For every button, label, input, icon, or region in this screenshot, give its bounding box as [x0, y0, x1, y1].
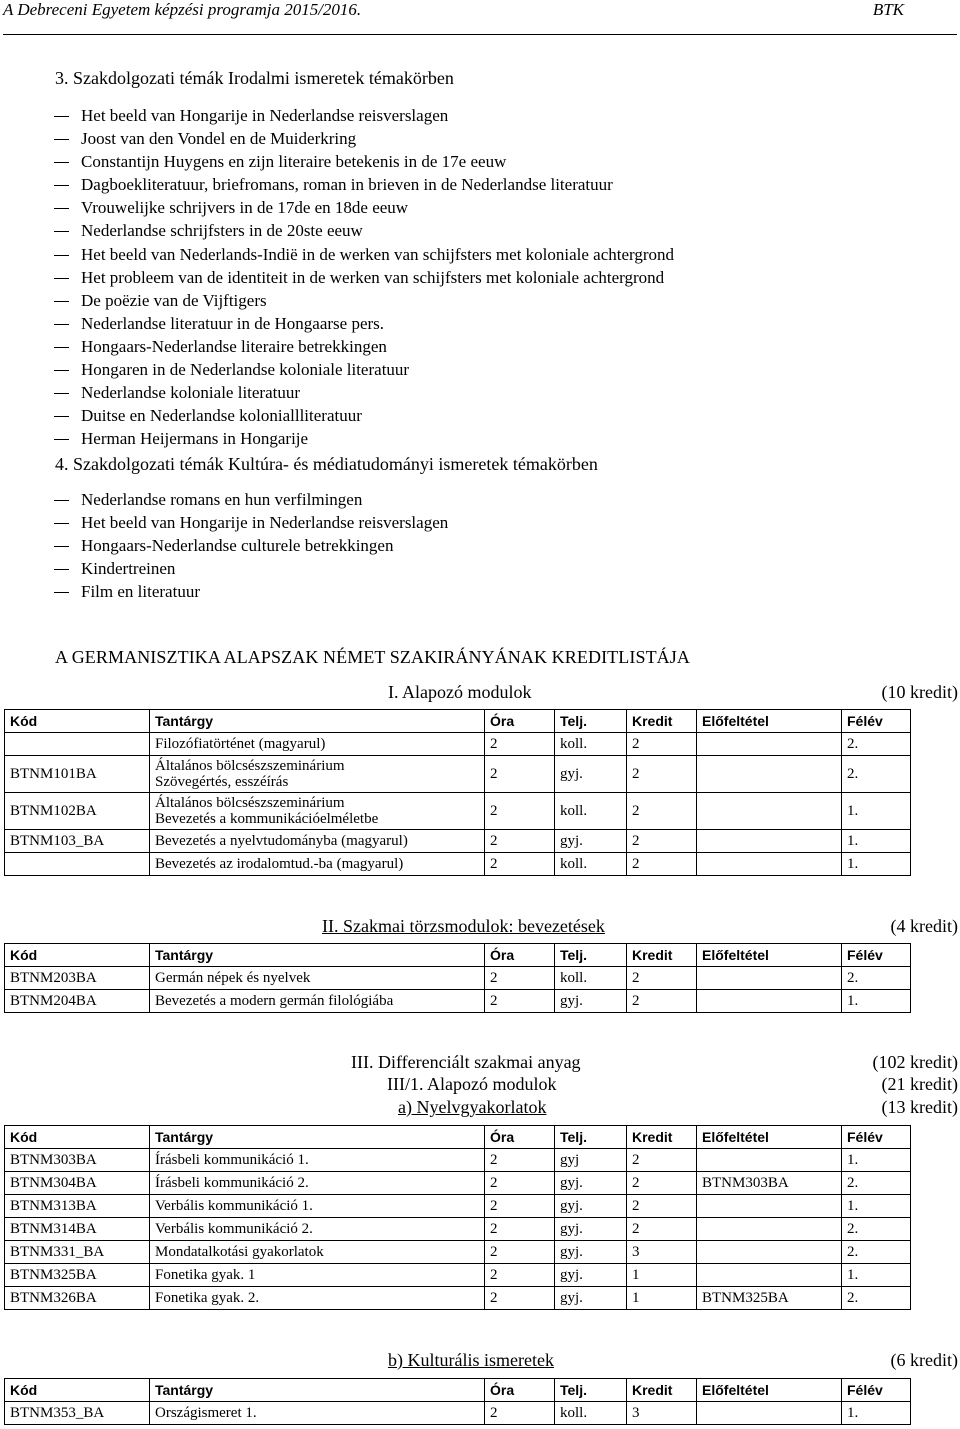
tantargy-line: Bevezetés a kommunikációelméletbe: [155, 811, 379, 827]
col-kredit: 2: [627, 853, 697, 876]
col-kredit: 3: [627, 1402, 697, 1425]
col-elofeltetel: [697, 1264, 842, 1287]
list-item: Joost van den Vondel en de Muiderkring: [45, 127, 674, 150]
col-kod: BTNM103_BA: [5, 830, 150, 853]
list-item: Nederlandse schrijfsters in de 20ste eeuw: [45, 219, 674, 242]
col-tantargy: Írásbeli kommunikáció 1.: [150, 1149, 485, 1172]
col-kredit: 2: [627, 967, 697, 990]
header-col-elofeltetel: Előfeltétel: [697, 710, 842, 733]
col-ora: 2: [485, 793, 555, 830]
col-kod: BTNM353_BA: [5, 1402, 150, 1425]
header-col-kredit: Kredit: [627, 1126, 697, 1149]
table-header-row: [5, 944, 911, 967]
list-item: Hongaars-Nederlandse culturele betrekkingen: [45, 534, 448, 557]
col-telj: gyj.: [555, 1172, 627, 1195]
header-col-tantargy: Tantárgy: [150, 710, 485, 733]
module3-title-1: III. Differenciált szakmai anyag: [351, 1052, 581, 1072]
table-row: [5, 1149, 911, 1172]
module3-table: [4, 1125, 911, 1310]
header-col-ora: Óra: [485, 1126, 555, 1149]
col-tantargy: Germán népek és nyelvek: [150, 967, 485, 990]
tantargy-line: Szövegértés, esszéírás: [155, 774, 289, 790]
col-elofeltetel: [697, 1241, 842, 1264]
header-col-kod: Kód: [5, 710, 150, 733]
col-kredit: 3: [627, 1241, 697, 1264]
col-felev: 1.: [842, 793, 911, 830]
col-elofeltetel: [697, 990, 842, 1013]
col-felev: 1.: [842, 1195, 911, 1218]
module3-kredit-2: (21 kredit): [881, 1074, 958, 1094]
kreditlista-heading: A GERMANISZTIKA ALAPSZAK NÉMET SZAKIRÁNYÁNAK KREDITLISTÁJA: [55, 647, 690, 667]
header-col-telj: Telj.: [555, 710, 627, 733]
col-tantargy: Verbális kommunikáció 1.: [150, 1195, 485, 1218]
header-col-kod: Kód: [5, 1379, 150, 1402]
col-telj: gyj.: [555, 756, 627, 793]
col-telj: koll.: [555, 733, 627, 756]
table-row: [5, 1195, 911, 1218]
col-elofeltetel: [697, 967, 842, 990]
list-item: Nederlandse literatuur in de Hongaarse pers.: [45, 312, 674, 335]
list-item: Het beeld van Nederlands-Indië in de werken van schijfsters met koloniale achtergrond: [45, 243, 674, 266]
col-kod: [5, 853, 150, 876]
header-col-telj: Telj.: [555, 1126, 627, 1149]
col-tantargy: Bevezetés az irodalomtud.-ba (magyarul): [150, 853, 485, 876]
col-felev: 2.: [842, 1241, 911, 1264]
col-elofeltetel: [697, 756, 842, 793]
header-col-elofeltetel: Előfeltétel: [697, 1379, 842, 1402]
header-col-tantargy: Tantárgy: [150, 1379, 485, 1402]
col-ora: 2: [485, 756, 555, 793]
tantargy-line: Általános bölcsészszeminárium: [155, 758, 345, 774]
col-telj: koll.: [555, 1402, 627, 1425]
table-row: [5, 793, 911, 830]
col-telj: gyj.: [555, 830, 627, 853]
col-ora: 2: [485, 830, 555, 853]
header-col-felev: Félév: [842, 710, 911, 733]
table-row: [5, 1172, 911, 1195]
list-item: Herman Heijermans in Hongarije: [45, 427, 674, 450]
list-item: Nederlandse romans en hun verfilmingen: [45, 488, 448, 511]
col-tantargy: Bevezetés a nyelvtudományba (magyarul): [150, 830, 485, 853]
col-tantargy: Mondatalkotási gyakorlatok: [150, 1241, 485, 1264]
module1-kredit: (10 kredit): [881, 682, 958, 702]
col-telj: gyj.: [555, 1287, 627, 1310]
table-header-row: [5, 710, 911, 733]
table-row: [5, 853, 911, 876]
page-header: [0, 0, 960, 36]
list-item: Kindertreinen: [45, 557, 448, 580]
col-kod: BTNM303BA: [5, 1149, 150, 1172]
col-ora: 2: [485, 967, 555, 990]
col-elofeltetel: [697, 1218, 842, 1241]
col-kredit: 2: [627, 1149, 697, 1172]
header-col-elofeltetel: Előfeltétel: [697, 944, 842, 967]
table-row: [5, 967, 911, 990]
col-felev: 1.: [842, 1402, 911, 1425]
col-kod: BTNM325BA: [5, 1264, 150, 1287]
col-telj: gyj.: [555, 1218, 627, 1241]
header-right: BTK: [872, 0, 904, 19]
col-kredit: 2: [627, 793, 697, 830]
module3-kredit-1: (102 kredit): [872, 1052, 958, 1072]
col-kod: BTNM101BA: [5, 756, 150, 793]
list-item: Nederlandse koloniale literatuur: [45, 381, 674, 404]
list-item: Dagboekliteratuur, briefromans, roman in brieven in de Nederlandse literatuur: [45, 173, 674, 196]
table-row: [5, 830, 911, 853]
col-ora: 2: [485, 1149, 555, 1172]
col-kredit: 2: [627, 830, 697, 853]
col-elofeltetel: BTNM303BA: [697, 1172, 842, 1195]
list-item: Constantijn Huygens en zijn literaire betekenis in de 17e eeuw: [45, 150, 674, 173]
col-tantargy: [150, 756, 485, 793]
col-telj: koll.: [555, 853, 627, 876]
col-kod: BTNM304BA: [5, 1172, 150, 1195]
module2-title: II. Szakmai törzsmodulok: bevezetések: [322, 916, 605, 936]
col-kod: BTNM331_BA: [5, 1241, 150, 1264]
col-ora: 2: [485, 1195, 555, 1218]
section3-list: [45, 104, 674, 450]
header-col-kredit: Kredit: [627, 1379, 697, 1402]
table-header-row: [5, 1379, 911, 1402]
col-kredit: 2: [627, 733, 697, 756]
col-felev: 1.: [842, 1149, 911, 1172]
header-rule: [3, 34, 957, 35]
col-telj: gyj.: [555, 1241, 627, 1264]
col-ora: 2: [485, 1218, 555, 1241]
module3-title-2: III/1. Alapozó modulok: [387, 1074, 557, 1094]
section3-title: 3. Szakdolgozati témák Irodalmi ismeretek témakörben: [55, 68, 454, 88]
col-ora: 2: [485, 990, 555, 1013]
list-item: Vrouwelijke schrijvers in de 17de en 18de eeuw: [45, 196, 674, 219]
list-item: Film en literatuur: [45, 580, 448, 603]
module2-table: [4, 943, 911, 1013]
col-telj: gyj.: [555, 1195, 627, 1218]
header-col-ora: Óra: [485, 710, 555, 733]
header-col-telj: Telj.: [555, 1379, 627, 1402]
header-col-tantargy: Tantárgy: [150, 944, 485, 967]
col-elofeltetel: [697, 1149, 842, 1172]
col-tantargy: Bevezetés a modern germán filológiába: [150, 990, 485, 1013]
module1-title: I. Alapozó modulok: [388, 682, 532, 702]
col-kod: BTNM203BA: [5, 967, 150, 990]
table-row: [5, 1241, 911, 1264]
list-item: Hongaars-Nederlandse literaire betrekkingen: [45, 335, 674, 358]
col-kod: BTNM204BA: [5, 990, 150, 1013]
table-row: [5, 1264, 911, 1287]
col-ora: 2: [485, 1241, 555, 1264]
col-kod: BTNM326BA: [5, 1287, 150, 1310]
table-row: [5, 1287, 911, 1310]
col-felev: 1.: [842, 830, 911, 853]
col-ora: 2: [485, 853, 555, 876]
list-item: Het probleem van de identiteit in de werken van schijfsters met koloniale achtergrond: [45, 266, 674, 289]
col-tantargy: Verbális kommunikáció 2.: [150, 1218, 485, 1241]
col-felev: 2.: [842, 756, 911, 793]
section4-title: 4. Szakdolgozati témák Kultúra- és médiatudományi ismeretek témakörben: [55, 454, 598, 474]
col-kredit: 2: [627, 1218, 697, 1241]
col-kredit: 2: [627, 756, 697, 793]
col-felev: 1.: [842, 1264, 911, 1287]
col-kod: BTNM102BA: [5, 793, 150, 830]
col-elofeltetel: [697, 1402, 842, 1425]
col-kredit: 1: [627, 1264, 697, 1287]
header-col-ora: Óra: [485, 944, 555, 967]
col-kod: [5, 733, 150, 756]
module1-table: [4, 709, 911, 876]
tantargy-line: Általános bölcsészszeminárium: [155, 795, 345, 811]
col-telj: gyj.: [555, 990, 627, 1013]
col-felev: 1.: [842, 990, 911, 1013]
col-felev: 1.: [842, 853, 911, 876]
list-item: Het beeld van Hongarije in Nederlandse reisverslagen: [45, 511, 448, 534]
list-item: Hongaren in de Nederlandse koloniale literatuur: [45, 358, 674, 381]
header-col-kod: Kód: [5, 1126, 150, 1149]
header-col-kredit: Kredit: [627, 710, 697, 733]
table-row: [5, 756, 911, 793]
table-row: [5, 1218, 911, 1241]
col-ora: 2: [485, 1264, 555, 1287]
module3-title-3: a) Nyelvgyakorlatok: [398, 1097, 547, 1117]
col-felev: 2.: [842, 967, 911, 990]
col-felev: 2.: [842, 733, 911, 756]
table-header-row: [5, 1126, 911, 1149]
col-tantargy: Írásbeli kommunikáció 2.: [150, 1172, 485, 1195]
col-kredit: 2: [627, 1172, 697, 1195]
col-telj: gyj.: [555, 1264, 627, 1287]
col-tantargy: [150, 793, 485, 830]
col-tantargy: Filozófiatörténet (magyarul): [150, 733, 485, 756]
col-tantargy: Fonetika gyak. 2.: [150, 1287, 485, 1310]
col-telj: gyj: [555, 1149, 627, 1172]
col-telj: koll.: [555, 967, 627, 990]
header-col-elofeltetel: Előfeltétel: [697, 1126, 842, 1149]
col-elofeltetel: [697, 853, 842, 876]
col-tantargy: Országismeret 1.: [150, 1402, 485, 1425]
col-kredit: 2: [627, 990, 697, 1013]
col-ora: 2: [485, 1172, 555, 1195]
col-elofeltetel: [697, 733, 842, 756]
section4-list: [45, 488, 448, 603]
col-kredit: 1: [627, 1287, 697, 1310]
module4-kredit: (6 kredit): [890, 1350, 958, 1370]
col-telj: koll.: [555, 793, 627, 830]
header-col-telj: Telj.: [555, 944, 627, 967]
col-ora: 2: [485, 1402, 555, 1425]
table-row: [5, 1402, 911, 1425]
col-kod: BTNM313BA: [5, 1195, 150, 1218]
col-elofeltetel: [697, 793, 842, 830]
list-item: De poëzie van de Vijftigers: [45, 289, 674, 312]
col-ora: 2: [485, 1287, 555, 1310]
table-row: [5, 733, 911, 756]
header-left: A Debreceni Egyetem képzési programja 2015/2016.: [3, 0, 362, 19]
col-kredit: 2: [627, 1195, 697, 1218]
header-col-tantargy: Tantárgy: [150, 1126, 485, 1149]
col-felev: 2.: [842, 1172, 911, 1195]
col-ora: 2: [485, 733, 555, 756]
header-col-kod: Kód: [5, 944, 150, 967]
col-elofeltetel: BTNM325BA: [697, 1287, 842, 1310]
module2-kredit: (4 kredit): [890, 916, 958, 936]
col-felev: 2.: [842, 1218, 911, 1241]
list-item: Het beeld van Hongarije in Nederlandse reisverslagen: [45, 104, 674, 127]
module4-title: b) Kulturális ismeretek: [388, 1350, 554, 1370]
header-col-felev: Félév: [842, 1379, 911, 1402]
col-tantargy: Fonetika gyak. 1: [150, 1264, 485, 1287]
table-row: [5, 990, 911, 1013]
list-item: Duitse en Nederlandse koloniallliteratuur: [45, 404, 674, 427]
col-kod: BTNM314BA: [5, 1218, 150, 1241]
col-elofeltetel: [697, 1195, 842, 1218]
col-felev: 2.: [842, 1287, 911, 1310]
module3-kredit-3: (13 kredit): [881, 1097, 958, 1117]
col-elofeltetel: [697, 830, 842, 853]
header-col-kredit: Kredit: [627, 944, 697, 967]
header-col-felev: Félév: [842, 1126, 911, 1149]
module4-table: [4, 1378, 911, 1425]
header-col-ora: Óra: [485, 1379, 555, 1402]
header-col-felev: Félév: [842, 944, 911, 967]
